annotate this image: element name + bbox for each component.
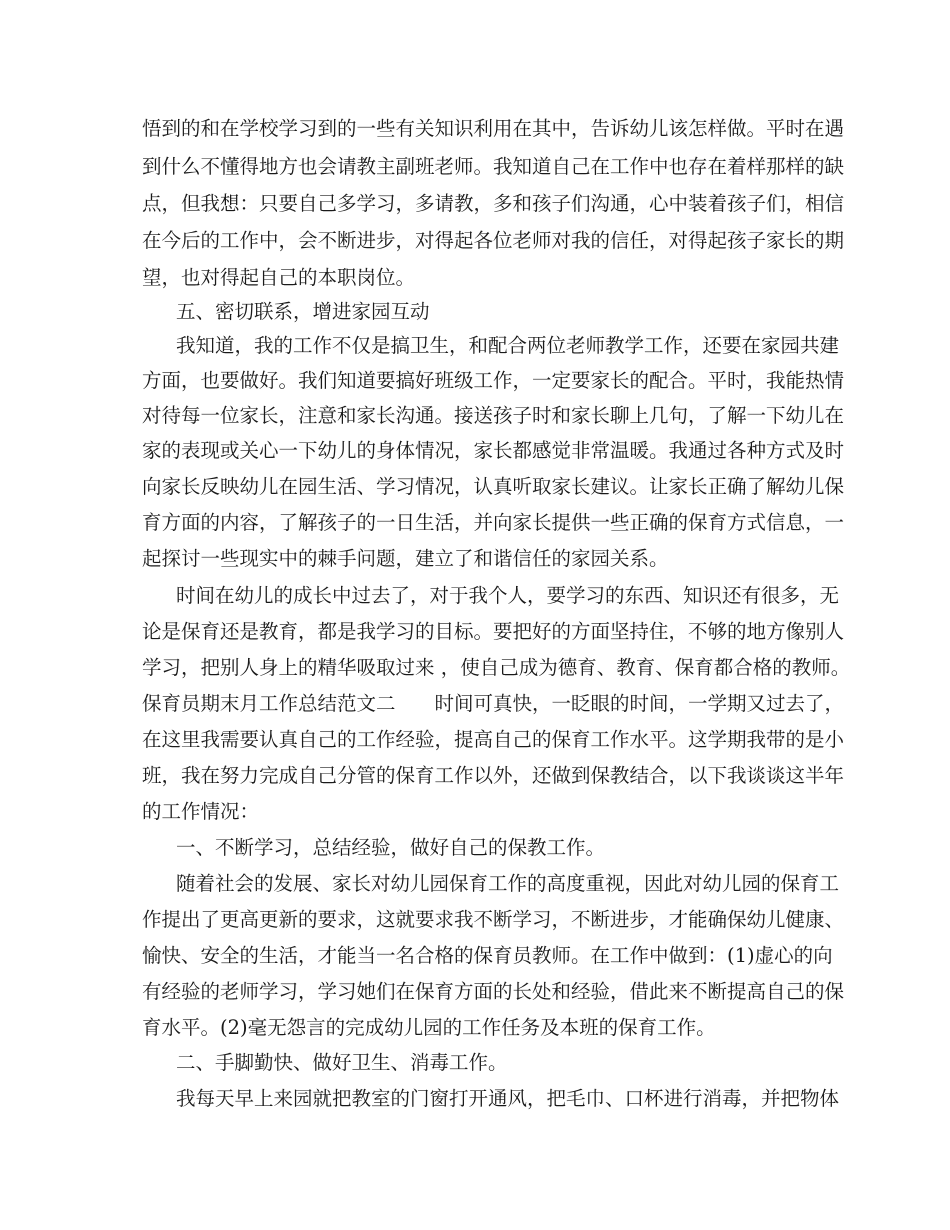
section-heading: 二、手脚勤快、做好卫生、消毒工作。: [176, 1051, 508, 1074]
text-line: 到什么不懂得地方也会请教主副班老师。我知道自己在工作中也存在着样那样的缺: [142, 155, 845, 178]
text-line: 时间在幼儿的成长中过去了，对于我个人，要学习的东西、知识还有很多，无: [176, 584, 840, 607]
text-line: 保育员期末月工作总结范文二 时间可真快，一眨眼的时间，一学期又过去了，: [142, 692, 845, 715]
text-line: 悟到的和在学校学习到的一些有关知识利用在其中，告诉幼儿该怎样做。平时在遇: [142, 117, 845, 140]
text-line: 育方面的内容，了解孩子的一日生活，并向家长提供一些正确的保育方式信息，一: [142, 511, 845, 534]
text-line: 方面，也要做好。我们知道要搞好班级工作，一定要家长的配合。平时，我能热情: [142, 369, 845, 392]
text-line: 育水平。(2)毫无怨言的完成幼儿园的工作任务及本班的保育工作。: [142, 1016, 716, 1039]
text-line: 论是保育还是教育，都是我学习的目标。要把好的方面坚持住，不够的地方像别人: [142, 620, 845, 643]
section-heading: 一、不断学习，总结经验，做好自己的保教工作。: [176, 836, 606, 859]
text-line: 在这里我需要认真自己的工作经验，提高自己的保育工作水平。这学期我带的是小: [142, 728, 845, 751]
text-line: 点，但我想：只要自己多学习，多请教，多和孩子们沟通，心中装着孩子们，相信: [142, 192, 845, 215]
text-line: 向家长反映幼儿在园生活、学习情况，认真听取家长建议。让家长正确了解幼儿保: [142, 475, 845, 498]
text-line: 家的表现或关心一下幼儿的身体情况，家长都感觉非常温暖。我通过各种方式及时: [142, 439, 845, 462]
text-line: 我知道，我的工作不仅是搞卫生，和配合两位老师教学工作，还要在家园共建: [176, 334, 840, 357]
text-line: 在今后的工作中，会不断进步，对得起各位老师对我的信任，对得起孩子家长的期: [142, 229, 845, 252]
text-line: 的工作情况：: [142, 800, 260, 823]
text-line: 学习，把别人身上的精华吸取过来 ，使自己成为德育、教育、保育都合格的教师。: [142, 656, 851, 679]
text-line: 有经验的老师学习，学习她们在保育方面的长处和经验，借此来不断提高自己的保: [142, 980, 845, 1003]
text-line: 望，也对得起自己的本职岗位。: [142, 266, 416, 289]
text-line: 我每天早上来园就把教室的门窗打开通风，把毛巾、口杯进行消毒，并把物体: [176, 1087, 840, 1110]
text-line: 作提出了更高更新的要求，这就要求我不断学习，不断进步，才能确保幼儿健康、: [142, 908, 845, 931]
text-line: 对待每一位家长，注意和家长沟通。接送孩子时和家长聊上几句，了解一下幼儿在: [142, 404, 845, 427]
text-line: 随着社会的发展、家长对幼儿园保育工作的高度重视，因此对幼儿园的保育工: [176, 872, 840, 895]
text-line: 班，我在努力完成自己分管的保育工作以外，还做到保教结合，以下我谈谈这半年: [142, 764, 845, 787]
text-line: 起探讨一些现实中的棘手问题，建立了和谐信任的家园关系。: [142, 547, 669, 570]
text-line: 愉快、安全的生活，才能当一名合格的保育员教师。在工作中做到：(1)虚心的向: [142, 944, 833, 967]
section-heading: 五、密切联系，增进家园互动: [176, 300, 430, 323]
